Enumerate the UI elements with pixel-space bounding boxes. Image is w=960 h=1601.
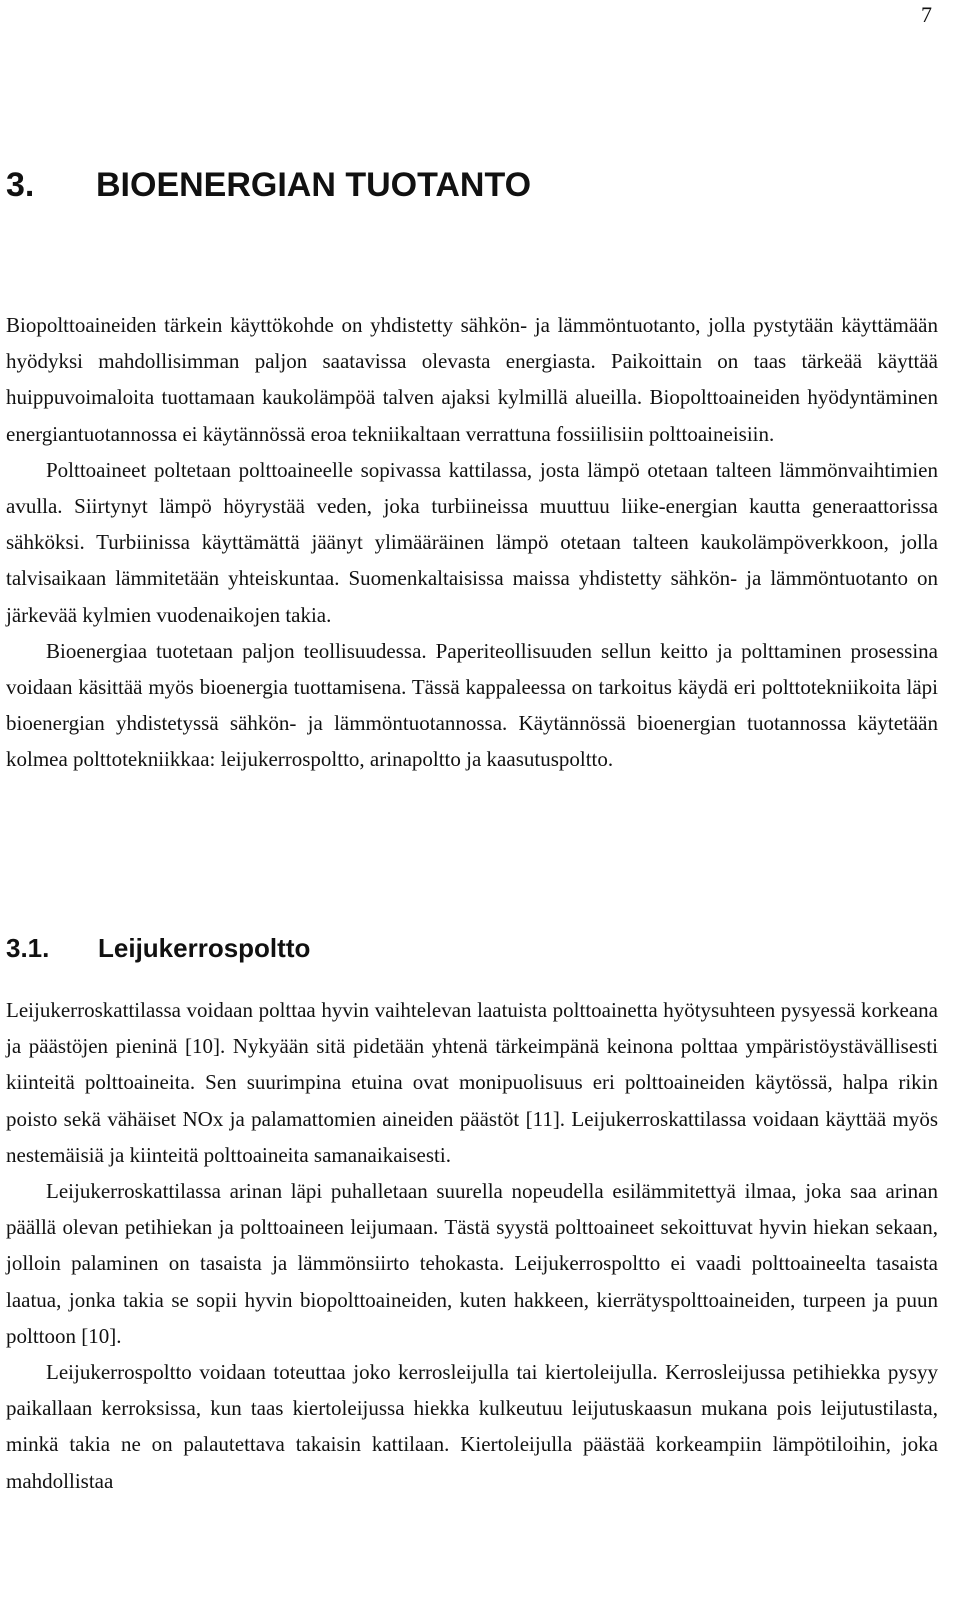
paragraph: Biopolttoaineiden tärkein käyttökohde on yhdistetty sähkön- ja lämmöntuotanto, jolla pystytään käyttämään hyödyksi mahdollisimman paljon saatavissa olevasta energiasta. Paikoittain on taas tärkeää käyttää huippuvoimaloita tuottamaan kaukolämpöä talven ajaksi kylmillä alueilla. Biopolttoaineiden hyödyntäminen energiantuotannossa ei käytännössä eroa tekniikaltaan verrattuna fossiilisiin polttoaineisiin. bbox=[6, 313, 938, 446]
section-heading bbox=[6, 933, 310, 964]
chapter-body bbox=[6, 307, 938, 778]
chapter-title: BIOENERGIAN TUOTANTO bbox=[96, 166, 532, 204]
paragraph: Leijukerroskattilassa voidaan polttaa hyvin vaihtelevan laatuista polttoainetta hyötysuhteen pysyessä korkeana ja päästöjen pieninä [10]. Nykyään sitä pidetään yhtenä tärkeimpänä keinona polttaa ympäristöystävällisesti kiinteitä polttoaineita. Sen suurimpina etuina ovat monipuolisuus eri polttoaineiden käytössä, halpa rikin poisto sekä vähäiset NOx ja palamattomien aineiden päästöt [11]. Leijukerroskattilassa voidaan käyttää myös nestemäisiä ja kiinteitä polttoaineita samanaikaisesti. bbox=[6, 998, 938, 1167]
paragraph: Leijukerroskattilassa arinan läpi puhalletaan suurella nopeudella esilämmitettyä ilmaa, joka saa arinan päällä olevan petihiekan ja polttoaineen leijumaan. Tästä syystä polttoaineet sekoittuvat hyvin hiekan sekaan, jolloin palaminen on tasaista ja lämmönsiirto tehokasta. Leijukerrospoltto ei vaadi polttoaineelta tasaista laatua, jonka takia se sopii hyvin biopolttoaineiden, kuten hakkeen, kierrätyspolttoaineiden, turpeen ja puun polttoon [10]. bbox=[6, 1179, 938, 1348]
page-number: 7 bbox=[921, 2, 932, 27]
paragraph: Polttoaineet poltetaan polttoaineelle sopivassa kattilassa, josta lämpö otetaan talteen lämmönvaihtimien avulla. Siirtynyt lämpö höyrystää veden, joka turbiineissa muuttuu liike-energian kautta generaattorissa sähköksi. Turbiinissa käyttämättä jäänyt ylimääräinen lämpö otetaan talteen kaukolämpöverkkoon, jolla talvisaikaan lämmitetään yhteiskuntaa. Suomenkaltaisissa maissa yhdistetty sähkön- ja lämmöntuotanto on järkevää kylmien vuodenaikojen takia. bbox=[6, 457, 938, 627]
paragraph: Bioenergiaa tuotetaan paljon teollisuudessa. Paperiteollisuuden sellun keitto ja polttaminen prosessina voidaan käsittää myös bioenergia tuottamisena. Tässä kappaleessa on tarkoitus käydä eri polttotekniikoita läpi bioenergian yhdistetyssä sähkön- ja lämmöntuotannossa. Käytännössä bioenergian tuotannossa käytetään kolmea polttotekniikkaa: leijukerrospoltto, arinapoltto ja kaasutuspoltto. bbox=[6, 638, 938, 772]
section-title: Leijukerrospoltto bbox=[98, 933, 311, 963]
chapter-heading bbox=[6, 166, 531, 205]
paragraph: Leijukerrospoltto voidaan toteuttaa joko kerrosleijulla tai kiertoleijulla. Kerrosleijussa petihiekka pysyy paikallaan kerroksissa, kun taas kiertoleijussa hiekka kulkeutuu leijutuskaasun mukana pois leijutustilasta, minkä takia ne on palautettava takaisin kattilaan. Kiertoleijulla päästää korkeampiin lämpötiloihin, joka mahdollistaa bbox=[6, 1360, 938, 1493]
section-number: 3.1. bbox=[6, 933, 50, 963]
chapter-number: 3. bbox=[6, 166, 35, 204]
section-body bbox=[6, 992, 938, 1499]
